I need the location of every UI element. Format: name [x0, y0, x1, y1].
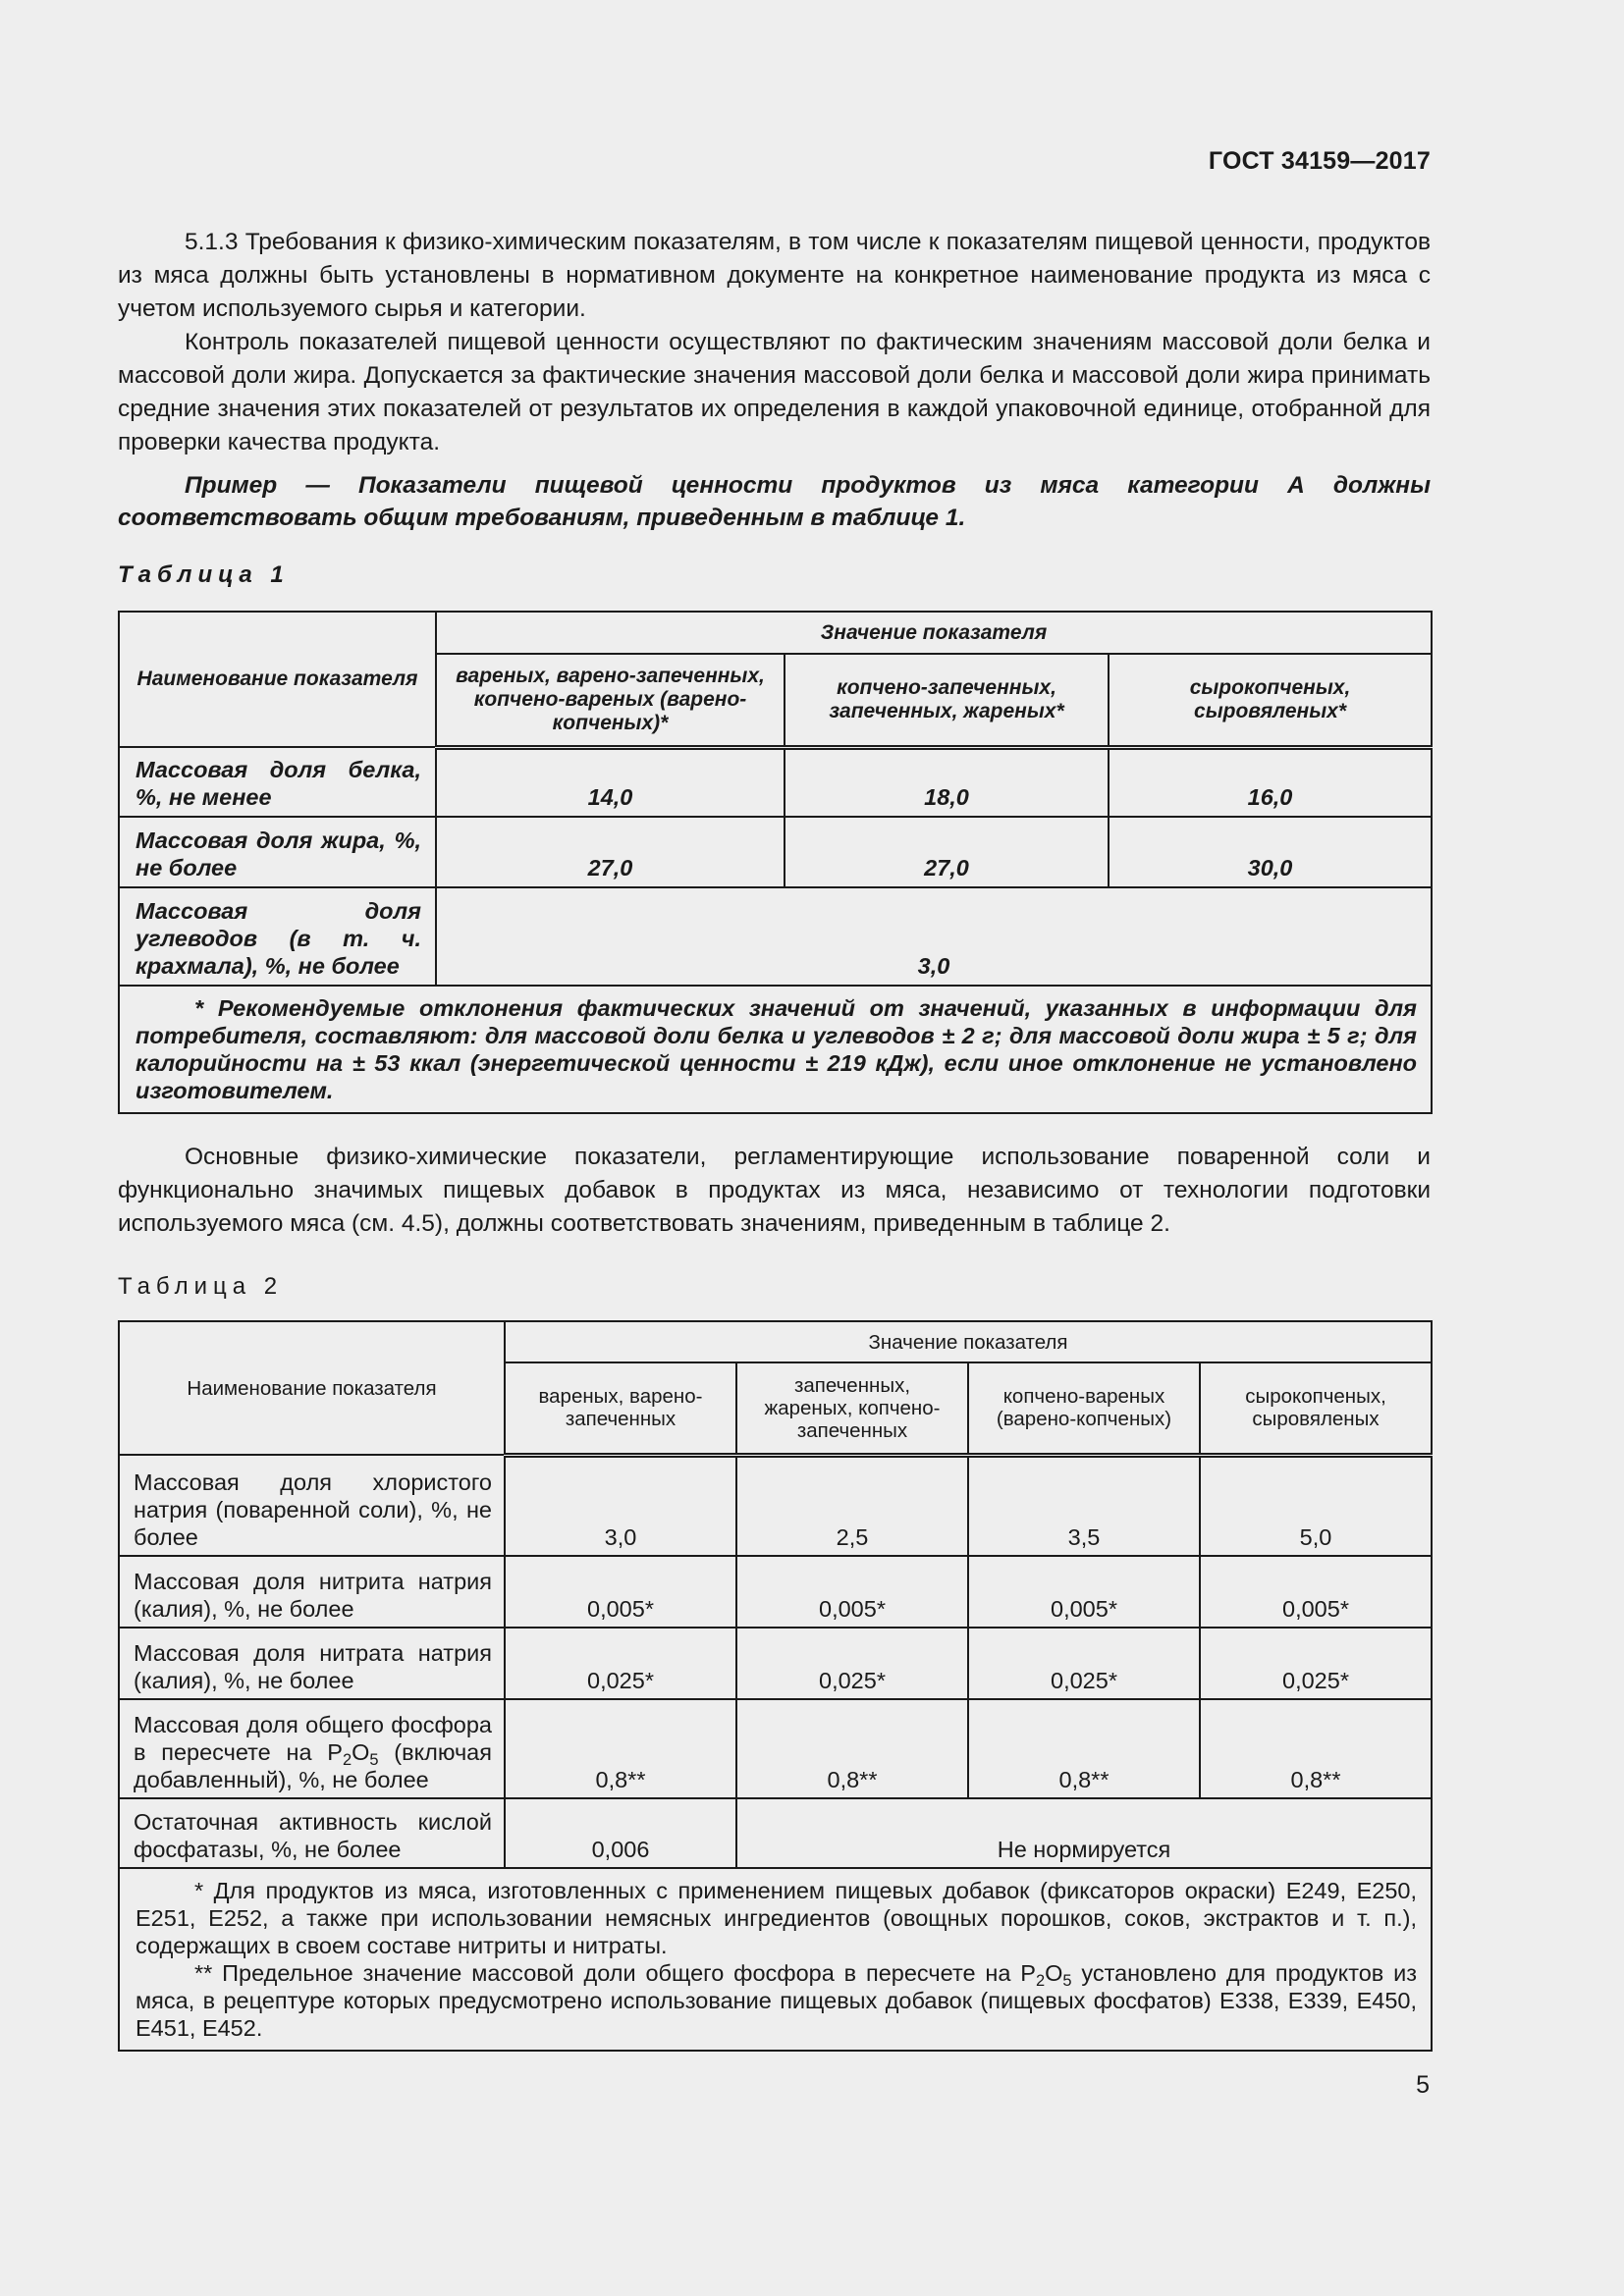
table1-footnote [119, 986, 1432, 1113]
table1-group-header: Значение показателя [436, 612, 1432, 654]
footnote-phosphorus: ** Предельное значение массовой доли общего фосфора в пересчете на $P_2O_5$ установлено для продуктов из мяса, в рецептуре которых предусмотрено использование пищевых добавок (пищевых фосфатов) Е338, Е339, Е450, Е451, Е452. [135, 1960, 1418, 2041]
table-1 [118, 611, 1433, 1114]
table1-name-header: Наименование показателя [119, 612, 436, 747]
cell-value: 14,0 [436, 747, 785, 817]
cell-value: 30,0 [1109, 817, 1432, 887]
cell-value: 0,8** [736, 1699, 968, 1798]
footnote-nitrites: * Для продуктов из мяса, изготовленных с применением пищевых добавок (фиксаторов окраски) Е249, Е250, Е251, Е252, а также при использовании немясных ингредиентов (овощных порошков, соков, экстрактов и т. п.), содержащих в своем составе нитриты и нитраты. [135, 1878, 1417, 1958]
table-row [119, 817, 1432, 887]
cell-value: 18,0 [785, 747, 1109, 817]
table-row [119, 1798, 1432, 1868]
table1-col-header: копчено-запеченных, запеченных, жареных* [785, 654, 1109, 747]
cell-value-merged: Не нормируется [736, 1798, 1432, 1868]
row-name: Массовая доля хлористого натрия (поваренной соли), %, не более [119, 1455, 505, 1556]
cell-value: 16,0 [1109, 747, 1432, 817]
row-name: Массовая доля белка, %, не менее [119, 747, 436, 817]
cell-value: 0,025* [736, 1628, 968, 1699]
intro-text [118, 226, 1431, 459]
table2-footnotes [119, 1868, 1432, 2051]
table1-caption: Таблица 1 [118, 561, 290, 588]
cell-value: 3,5 [968, 1455, 1200, 1556]
table-row [119, 1455, 1432, 1556]
cell-value: 0,005* [1200, 1556, 1432, 1628]
cell-value: 0,005* [736, 1556, 968, 1628]
table-row [119, 887, 1432, 986]
cell-value: 2,5 [736, 1455, 968, 1556]
cell-value: 0,8** [1200, 1699, 1432, 1798]
paragraph-main-indicators: Основные физико-химические показатели, регламентирующие использование поваренной соли и функционально значимых пищевых добавок в продуктах из мяса, независимо от технологии подготовки используемого мяса (см. 4.5), должны соответствовать значениям, приведенным в таблице 2. [118, 1144, 1431, 1237]
cell-value: 27,0 [785, 817, 1109, 887]
table2-col-header: запеченных, жареных, копчено-запеченных [736, 1362, 968, 1455]
row-name: Остаточная активность кислой фосфатазы, %, не более [119, 1798, 505, 1868]
row-name-phosphorus: Массовая доля общего фосфора в пересчете на $P_2O_5$ (включая добавленный), %, не более [119, 1699, 505, 1798]
row-name: Массовая доля углеводов (в т. ч. крахмала), %, не более [119, 887, 436, 986]
table1-col-header: сырокопченых, сыровяленых* [1109, 654, 1432, 747]
row-name: Массовая доля нитрита натрия (калия), %, не более [119, 1556, 505, 1628]
table1-footnote-row [119, 986, 1432, 1113]
cell-value: 0,005* [968, 1556, 1200, 1628]
standard-id: ГОСТ 34159—2017 [1208, 147, 1431, 175]
table2-col-header: вареных, варено-запеченных [505, 1362, 736, 1455]
cell-value: 0,025* [1200, 1628, 1432, 1699]
paragraph-5-1-3: 5.1.3 Требования к физико-химическим показателям, в том числе к показателям пищевой ценности, продуктов из мяса должны быть установлены в нормативном документе на конкретное наименование продукта из мяса с учетом используемого сырья и категории. [118, 229, 1431, 322]
cell-value: 0,8** [505, 1699, 736, 1798]
table2-name-header: Наименование показателя [119, 1321, 505, 1455]
table2-col-header: копчено-вареных (варено-копченых) [968, 1362, 1200, 1455]
row-name: Массовая доля жира, %, не более [119, 817, 436, 887]
example-text: Пример — Показатели пищевой ценности продуктов из мяса категории А должны соответствовать общим требованиям, приведенным в таблице 1. [118, 472, 1431, 531]
cell-value: 0,006 [505, 1798, 736, 1868]
cell-value: 27,0 [436, 817, 785, 887]
table2-footnote-row [119, 1868, 1432, 2051]
table2-col-header: сырокопченых, сыровяленых [1200, 1362, 1432, 1455]
cell-value: 5,0 [1200, 1455, 1432, 1556]
table-2 [118, 1320, 1433, 2052]
cell-value: 0,025* [505, 1628, 736, 1699]
table2-caption: Таблица 2 [118, 1273, 284, 1300]
cell-value-merged: 3,0 [436, 887, 1432, 986]
footnote-text: * Рекомендуемые отклонения фактических значений от значений, указанных в информации для потребителя, составляют: для массовой доли белка и углеводов ± 2 г; для массовой доли жира ± 5 г; для калорийности на ± 53 ккал (энергетической ценности ± 219 кДж), если иное отклонение не установлено изготовителем. [135, 995, 1418, 1103]
table-row [119, 1699, 1432, 1798]
cell-value: 0,005* [505, 1556, 736, 1628]
table-row [119, 1628, 1432, 1699]
paragraph-block-2 [118, 1141, 1431, 1241]
table2-group-header: Значение показателя [505, 1321, 1432, 1362]
table1-header-row [119, 612, 1432, 654]
table1-col-header: вареных, варено-запеченных, копчено-вареных (варено-копченых)* [436, 654, 785, 747]
page-number: 5 [1416, 2071, 1430, 2099]
table-row [119, 1556, 1432, 1628]
row-name: Массовая доля нитрата натрия (калия), %, не более [119, 1628, 505, 1699]
cell-value: 0,8** [968, 1699, 1200, 1798]
cell-value: 3,0 [505, 1455, 736, 1556]
cell-value: 0,025* [968, 1628, 1200, 1699]
table-row [119, 747, 1432, 817]
paragraph-control: Контроль показателей пищевой ценности осуществляют по фактическим значениям массовой доли белка и массовой доли жира. Допускается за фактические значения массовой доли белка и массовой доли жира принимать средние значения этих показателей от результатов их определения в каждой упаковочной единице, отобранной для проверки качества продукта. [118, 329, 1431, 455]
table2-header-row [119, 1321, 1432, 1362]
example-block [118, 469, 1431, 534]
